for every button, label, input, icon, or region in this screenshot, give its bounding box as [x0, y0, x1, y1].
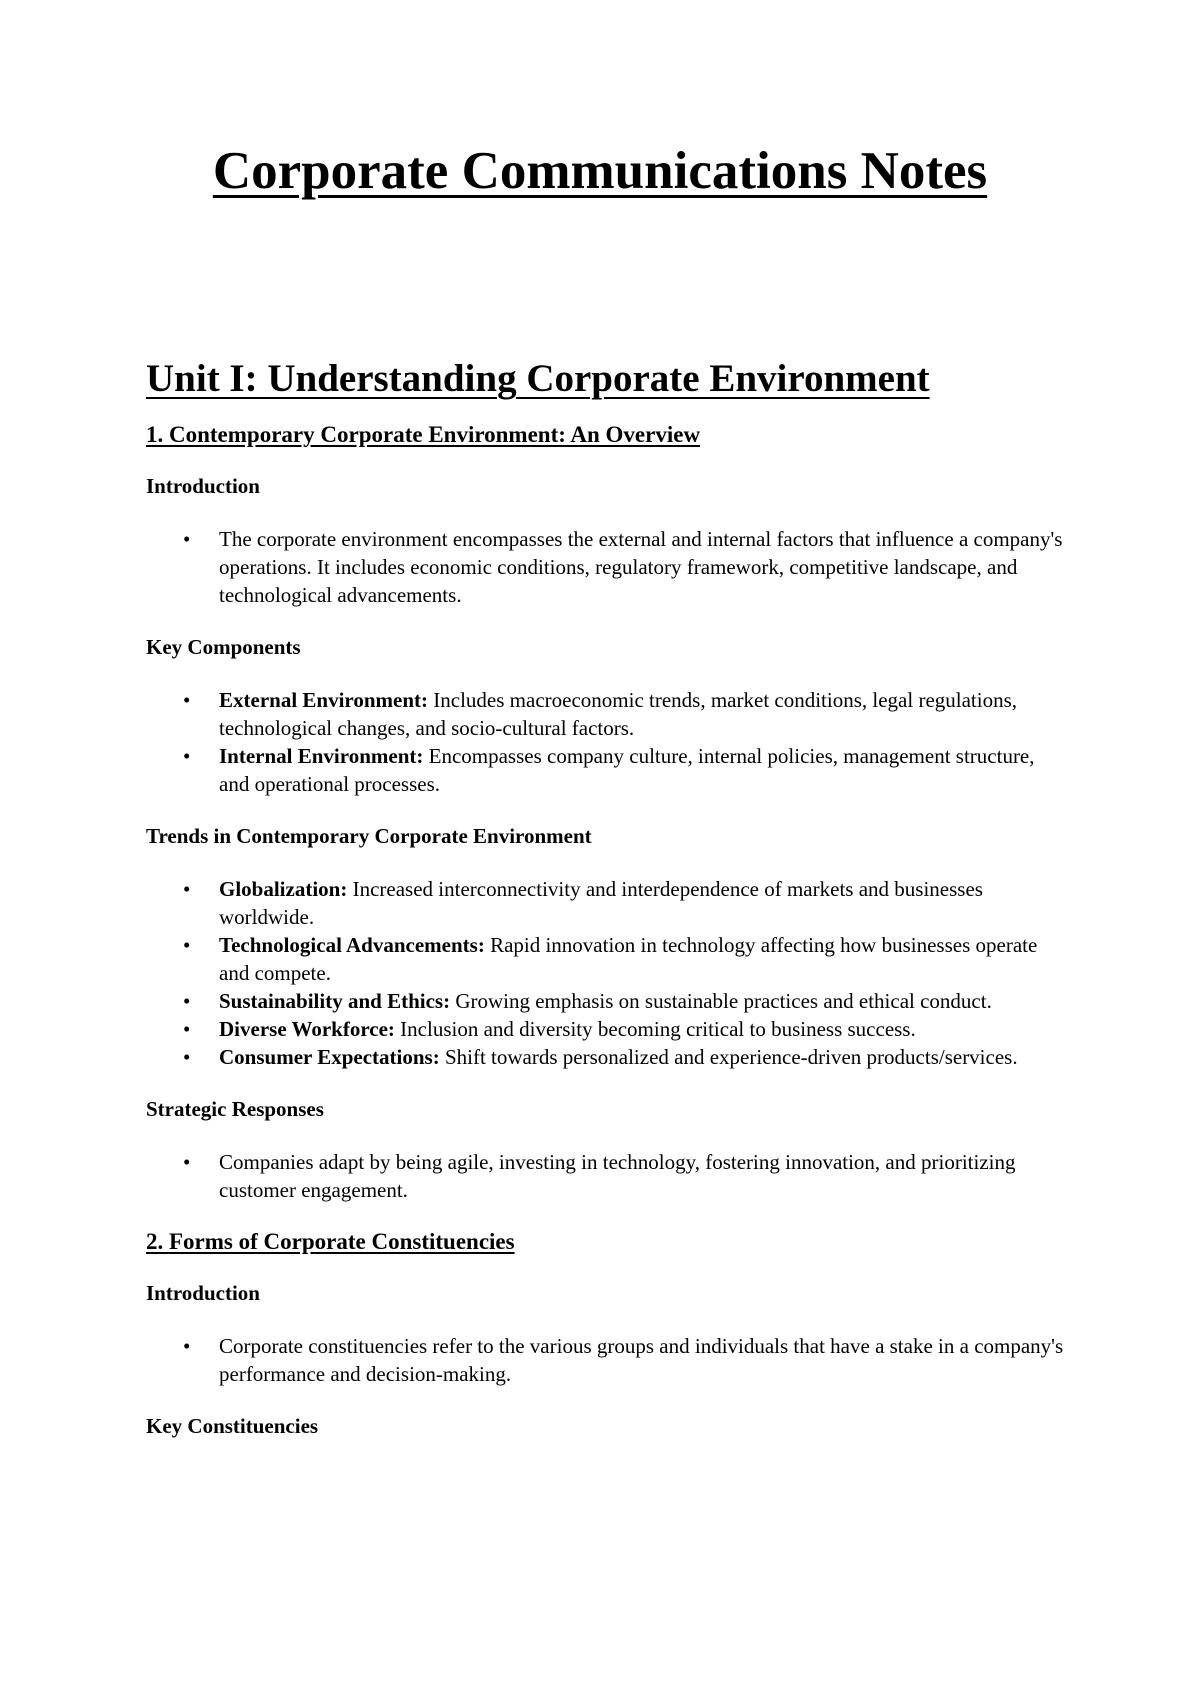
subheading-introduction: Introduction	[146, 473, 260, 498]
bullet-list-introduction	[146, 525, 1066, 609]
bullet-list-strategic-responses	[146, 1148, 1066, 1204]
bullet-item	[219, 875, 1066, 931]
section-corporate-constituencies	[146, 1228, 1066, 1440]
bullet-text: Includes macroeconomic trends, market conditions, legal regulations, technological changes, and socio-cultural factors.	[219, 687, 1018, 740]
bullet-term: External Environment:	[219, 687, 429, 712]
bullet-text: Encompasses company culture, internal policies, management structure, and operational processes.	[219, 743, 1035, 796]
section-heading: 1. Contemporary Corporate Environment: An Overview	[146, 421, 701, 447]
bullet-term: Technological Advancements:	[219, 932, 485, 957]
bullet-text: Rapid innovation in technology affecting how businesses operate and compete.	[219, 932, 1038, 985]
bullet-item: • Companies adapt by being agile, investing in technology, fostering innovation, and prioritizing customer engagement.	[219, 1148, 1066, 1204]
bullet-item	[219, 742, 1066, 798]
bullet-item: • The corporate environment encompasses the external and internal factors that influence a company's operations. It includes economic conditions, regulatory framework, competitive landscape, and technological advancements.	[219, 525, 1066, 609]
document-title: Corporate Communications Notes	[212, 142, 988, 200]
bullet-item	[219, 931, 1066, 987]
bullet-item	[219, 1015, 1066, 1043]
bullet-item	[219, 686, 1066, 742]
bullet-item: • Corporate constituencies refer to the various groups and individuals that have a stake in a company's performance and decision-making.	[219, 1332, 1066, 1388]
bullet-term: Internal Environment:	[219, 743, 424, 768]
section-contemporary-environment	[146, 421, 1066, 1204]
bullet-text: Increased interconnectivity and interdependence of markets and businesses worldwide.	[219, 876, 983, 929]
bullet-term: Sustainability and Ethics:	[219, 988, 451, 1013]
bullet-list-introduction	[146, 1332, 1066, 1388]
bullet-text: Inclusion and diversity becoming critical to business success.	[394, 1016, 916, 1041]
subheading-trends: Trends in Contemporary Corporate Environment	[146, 823, 592, 848]
bullet-list-key-components	[146, 686, 1066, 798]
bullet-term: Globalization:	[219, 876, 348, 901]
section-heading: 2. Forms of Corporate Constituencies	[146, 1228, 515, 1254]
subheading-introduction: Introduction	[146, 1280, 260, 1305]
bullet-item	[219, 987, 1066, 1015]
bullet-term: Diverse Workforce:	[219, 1016, 395, 1041]
subheading-key-components: Key Components	[146, 634, 301, 659]
subheading-strategic-responses: Strategic Responses	[146, 1096, 324, 1121]
unit-heading: Unit I: Understanding Corporate Environment	[146, 357, 930, 400]
bullet-term: Consumer Expectations:	[219, 1044, 440, 1069]
bullet-text: Growing emphasis on sustainable practices and ethical conduct.	[450, 988, 992, 1013]
subheading-key-constituencies: Key Constituencies	[146, 1413, 319, 1438]
bullet-list-trends	[146, 875, 1066, 1071]
bullet-item	[219, 1043, 1066, 1071]
document-body	[146, 356, 1066, 1465]
bullet-text: Shift towards personalized and experience-driven products/services.	[439, 1044, 1018, 1069]
